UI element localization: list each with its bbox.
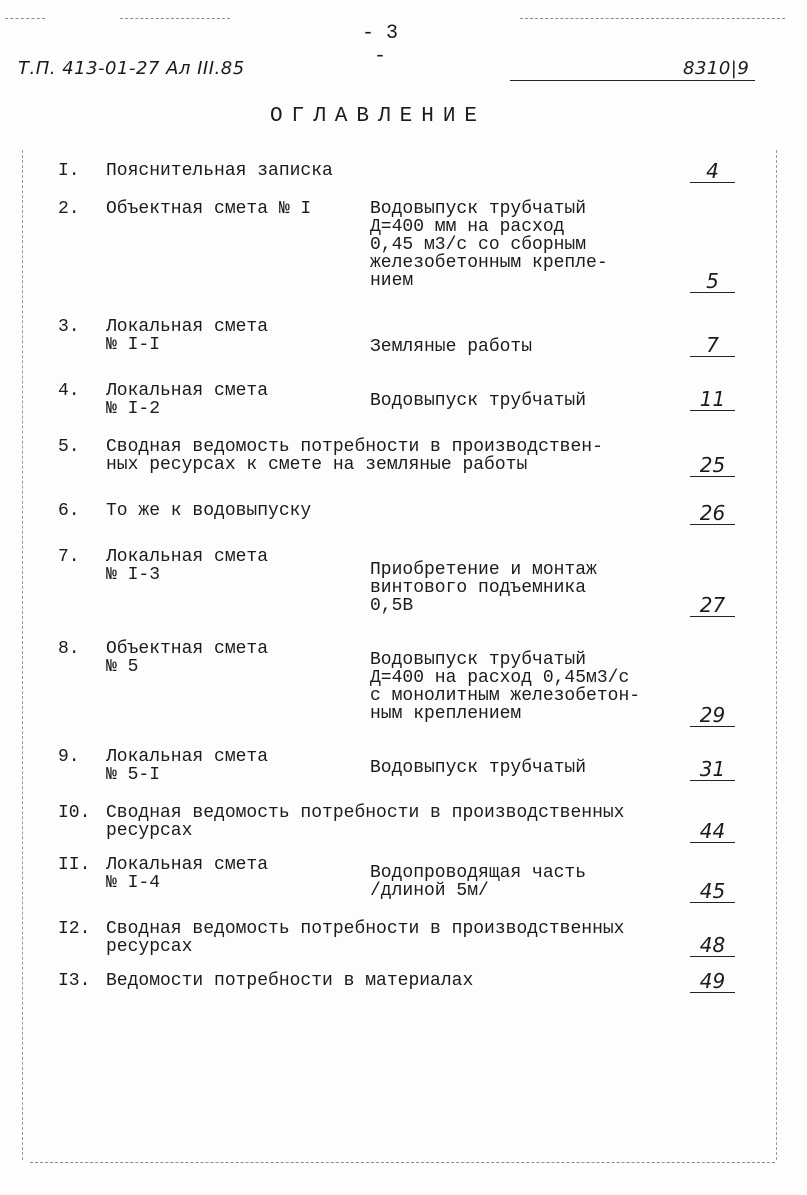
entry-title: Сводная ведомость потребности в производственных ресурсах xyxy=(106,919,625,957)
sheet-id: 8310|9 xyxy=(683,58,750,79)
entry-page-number: 45 xyxy=(690,880,735,903)
entry-number: 5. xyxy=(58,437,80,457)
entry-title: Локальная смета № 5-I xyxy=(106,747,269,785)
entry-page-number: 31 xyxy=(690,758,735,781)
entry-page-number: 29 xyxy=(690,704,735,727)
entry-page-number: 25 xyxy=(690,454,735,477)
entry-page-number: 7 xyxy=(690,334,735,357)
entry-number: 7. xyxy=(58,547,80,567)
entry-title: Локальная смета № I-I xyxy=(106,317,269,355)
entry-number: 9. xyxy=(58,747,80,767)
entry-subject: Водовыпуск трубчатый Д=400 на расход 0,45м3/с с монолитным железобетон- ным креплением xyxy=(370,650,641,724)
entry-page-number: 5 xyxy=(690,270,735,293)
right-margin-line xyxy=(776,150,777,1160)
entry-title: Сводная ведомость потребности в производствен- ных ресурсах к смете на земляные работы xyxy=(106,437,603,475)
entry-subject: Водопроводящая часть /длиной 5м/ xyxy=(370,863,587,901)
entry-page-number: 11 xyxy=(690,388,735,411)
top-scan-line-left xyxy=(5,18,45,19)
entry-subject: Земляные работы xyxy=(370,337,533,357)
top-scan-line-right xyxy=(520,18,785,19)
left-margin-line xyxy=(22,150,23,1160)
entry-page-number: 44 xyxy=(690,820,735,843)
entry-subject: Водовыпуск трубчатый xyxy=(370,391,587,411)
entry-number: I. xyxy=(58,161,80,181)
entry-title: То же к водовыпуску xyxy=(106,501,312,521)
entry-number: 8. xyxy=(58,639,80,659)
top-scan-line-middle xyxy=(120,18,230,19)
page-number: - 3 - xyxy=(361,22,398,68)
entry-title: Локальная смета № I-3 xyxy=(106,547,269,585)
entry-title: Сводная ведомость потребности в производственных ресурсах xyxy=(106,803,625,841)
entry-number: II. xyxy=(58,855,91,875)
entry-number: 2. xyxy=(58,199,80,219)
page-title: ОГЛАВЛЕНИЕ xyxy=(270,105,487,128)
entry-page-number: 48 xyxy=(690,934,735,957)
entry-page-number: 27 xyxy=(690,594,735,617)
entry-title: Локальная смета № I-2 xyxy=(106,381,269,419)
entry-title: Объектная смета № I xyxy=(106,199,312,219)
entry-number: I0. xyxy=(58,803,91,823)
entry-number: 4. xyxy=(58,381,80,401)
entry-page-number: 49 xyxy=(690,970,735,993)
entry-number: I3. xyxy=(58,971,91,991)
entry-number: 6. xyxy=(58,501,80,521)
entry-number: 3. xyxy=(58,317,80,337)
sheet-id-underline xyxy=(510,80,755,81)
entry-subject: Приобретение и монтаж винтового подъемника 0,5В xyxy=(370,560,597,616)
entry-subject: Водовыпуск трубчатый xyxy=(370,758,587,778)
document-code: Т.П. 413-01-27 Ал III.85 xyxy=(18,58,245,79)
entry-title: Пояснительная записка xyxy=(106,161,333,181)
entry-number: I2. xyxy=(58,919,91,939)
entry-title: Локальная смета № I-4 xyxy=(106,855,269,893)
entry-title: Объектная смета № 5 xyxy=(106,639,269,677)
entry-subject: Водовыпуск трубчатый Д=400 мм на расход 0,45 м3/с со сборным железобетонным крепле- нием xyxy=(370,199,608,291)
entry-page-number: 4 xyxy=(690,160,735,183)
bottom-scan-line xyxy=(30,1162,775,1163)
entry-page-number: 26 xyxy=(690,502,735,525)
entry-title: Ведомости потребности в материалах xyxy=(106,971,474,991)
